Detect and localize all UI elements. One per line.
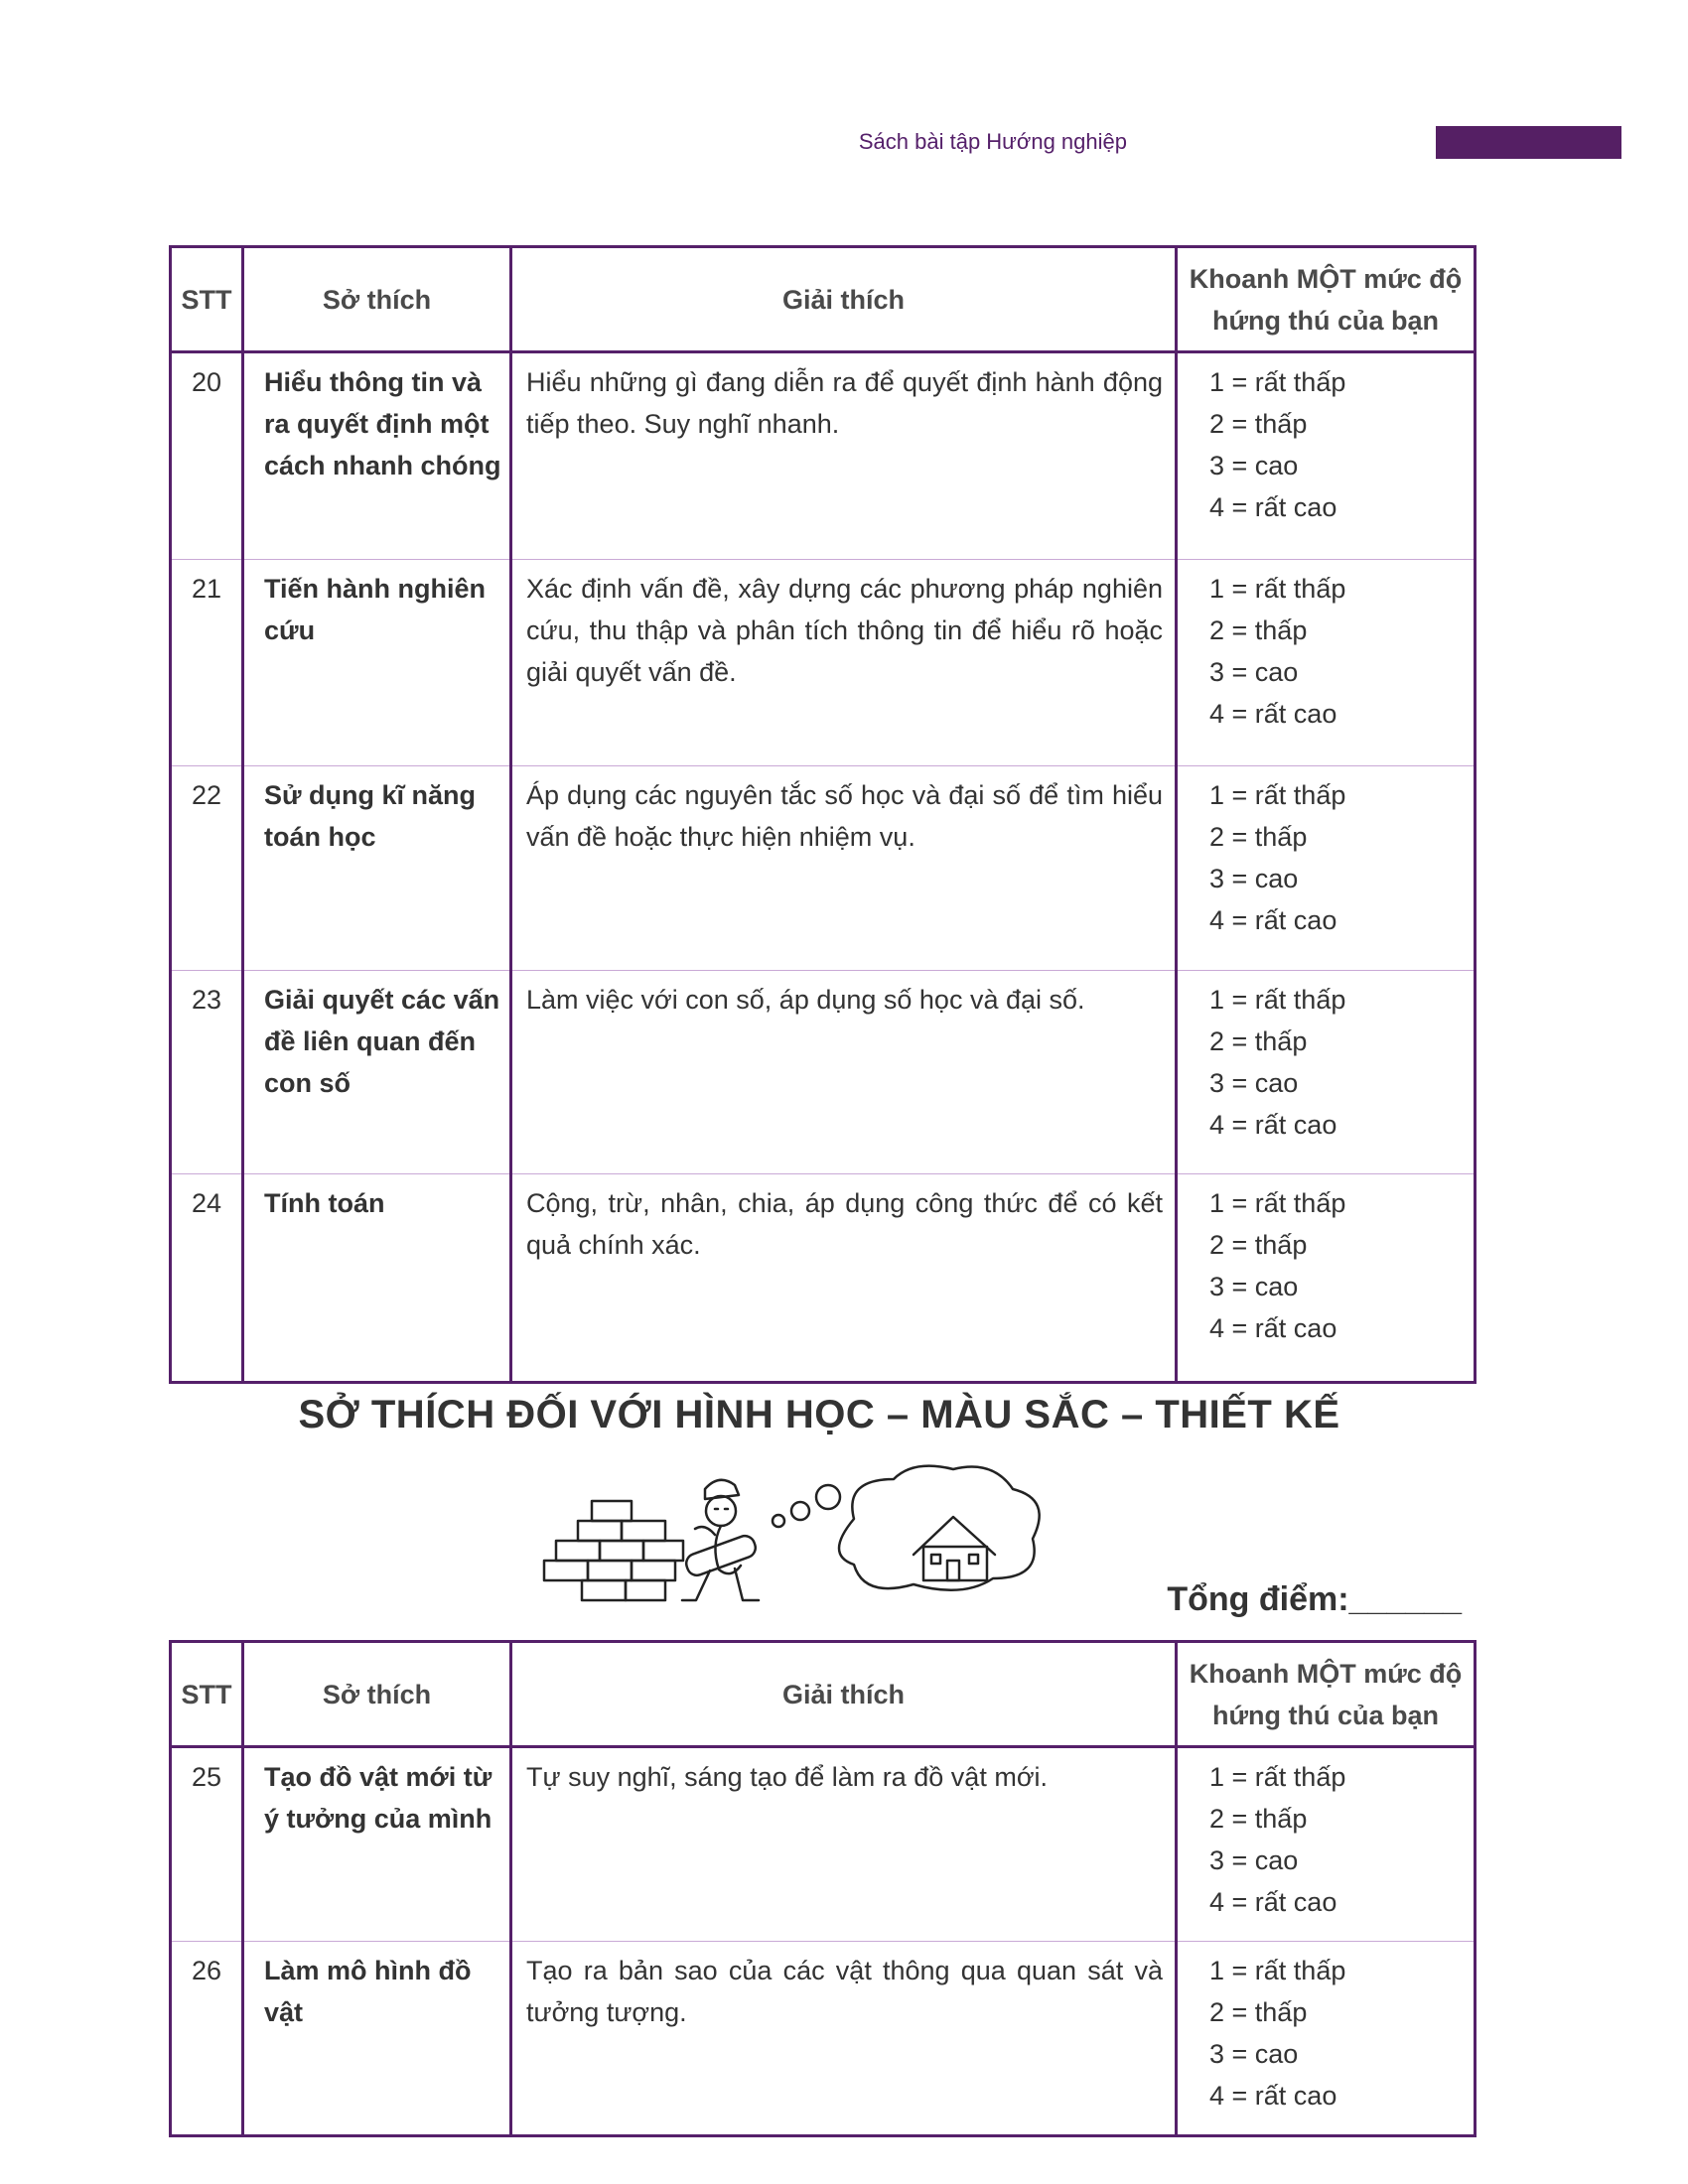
table-header-row	[171, 1642, 1476, 1747]
row-hobby: Sử dụng kĩ năng toán học	[243, 766, 511, 971]
rating-options	[1177, 971, 1476, 1174]
col-rating-line1: Khoanh MỘT mức độ	[1189, 263, 1463, 294]
col-stt: STT	[171, 1642, 243, 1747]
table-row	[171, 1747, 1476, 1942]
rating-option-4[interactable]: 4 = rất cao	[1209, 1313, 1337, 1343]
rating-option-3[interactable]: 3 = cao	[1209, 864, 1299, 893]
row-explain: Cộng, trừ, nhân, chia, áp dụng công thức để có kết quả chính xác.	[511, 1174, 1177, 1383]
col-rating	[1177, 1642, 1476, 1747]
rating-option-2[interactable]: 2 = thấp	[1209, 1230, 1308, 1260]
rating-option-3[interactable]: 3 = cao	[1209, 2039, 1299, 2069]
house-icon	[914, 1517, 995, 1580]
row-stt: 24	[171, 1174, 243, 1383]
col-hobby: Sở thích	[243, 247, 511, 352]
col-explain: Giải thích	[511, 1642, 1177, 1747]
interest-table-1	[169, 245, 1477, 1384]
row-stt: 23	[171, 971, 243, 1174]
rating-option-4[interactable]: 4 = rất cao	[1209, 699, 1337, 729]
row-explain: Làm việc với con số, áp dụng số học và đại số.	[511, 971, 1177, 1174]
thought-bubble-icon	[773, 1466, 1040, 1590]
table-row	[171, 352, 1476, 560]
rating-option-1[interactable]: 1 = rất thấp	[1209, 1762, 1346, 1792]
rating-option-3[interactable]: 3 = cao	[1209, 451, 1299, 480]
section-title: SỞ THÍCH ĐỐI VỚI HÌNH HỌC – MÀU SẮC – THIẾT KẾ	[298, 1393, 1340, 1436]
row-hobby: Tạo đồ vật mới từ ý tưởng của mình	[243, 1747, 511, 1942]
rating-option-3[interactable]: 3 = cao	[1209, 657, 1299, 687]
table-row	[171, 766, 1476, 971]
col-explain: Giải thích	[511, 247, 1177, 352]
row-stt: 25	[171, 1747, 243, 1942]
rating-option-1[interactable]: 1 = rất thấp	[1209, 574, 1346, 604]
rating-option-2[interactable]: 2 = thấp	[1209, 822, 1308, 852]
rating-option-2[interactable]: 2 = thấp	[1209, 1026, 1308, 1056]
rating-option-3[interactable]: 3 = cao	[1209, 1272, 1299, 1301]
worker-icon	[682, 1480, 759, 1600]
row-hobby: Tính toán	[243, 1174, 511, 1383]
col-rating-line2: hứng thú của bạn	[1211, 305, 1440, 336]
rating-option-1[interactable]: 1 = rất thấp	[1209, 367, 1346, 397]
brick-wall-icon	[544, 1501, 683, 1600]
row-explain: Áp dụng các nguyên tắc số học và đại số để tìm hiểu vấn đề hoặc thực hiện nhiệm vụ.	[511, 766, 1177, 971]
row-hobby: Giải quyết các vấn đề liên quan đến con số	[243, 971, 511, 1174]
table-row	[171, 1942, 1476, 2136]
rating-option-1[interactable]: 1 = rất thấp	[1209, 1956, 1346, 1985]
builder-illustration	[536, 1459, 1072, 1618]
rating-option-4[interactable]: 4 = rất cao	[1209, 492, 1337, 522]
row-explain: Tự suy nghĩ, sáng tạo để làm ra đồ vật mới.	[511, 1747, 1177, 1942]
rating-option-4[interactable]: 4 = rất cao	[1209, 2081, 1337, 2111]
rating-option-2[interactable]: 2 = thấp	[1209, 409, 1308, 439]
table-row	[171, 560, 1476, 766]
row-explain: Tạo ra bản sao của các vật thông qua quan sát và tưởng tượng.	[511, 1942, 1177, 2136]
rating-options	[1177, 1747, 1476, 1942]
rating-options	[1177, 352, 1476, 560]
row-stt: 21	[171, 560, 243, 766]
row-hobby: Tiến hành nghiên cứu	[243, 560, 511, 766]
row-stt: 20	[171, 352, 243, 560]
rating-options	[1177, 1174, 1476, 1383]
row-explain: Hiểu những gì đang diễn ra để quyết định hành động tiếp theo. Suy nghĩ nhanh.	[511, 352, 1177, 560]
row-stt: 26	[171, 1942, 243, 2136]
table-row	[171, 971, 1476, 1174]
col-rating-line2: hứng thú của bạn	[1211, 1700, 1440, 1730]
rating-options	[1177, 560, 1476, 766]
rating-option-1[interactable]: 1 = rất thấp	[1209, 1188, 1346, 1218]
rating-option-2[interactable]: 2 = thấp	[1209, 1804, 1308, 1834]
total-score-field[interactable]: Tổng điểm:______	[1167, 1580, 1462, 1618]
rating-option-1[interactable]: 1 = rất thấp	[1209, 780, 1346, 810]
header-accent-bar	[1436, 126, 1621, 159]
rating-options	[1177, 766, 1476, 971]
running-header: Sách bài tập Hướng nghiệp	[858, 129, 1127, 154]
col-rating-line1: Khoanh MỘT mức độ	[1189, 1658, 1463, 1689]
table-header-row	[171, 247, 1476, 352]
interest-table-2	[169, 1640, 1477, 2137]
row-explain: Xác định vấn đề, xây dựng các phương pháp nghiên cứu, thu thập và phân tích thông tin để hiểu rõ hoặc giải quyết vấn đề.	[511, 560, 1177, 766]
row-hobby: Làm mô hình đồ vật	[243, 1942, 511, 2136]
col-hobby: Sở thích	[243, 1642, 511, 1747]
rating-option-2[interactable]: 2 = thấp	[1209, 615, 1308, 645]
col-rating	[1177, 247, 1476, 352]
row-stt: 22	[171, 766, 243, 971]
rating-option-4[interactable]: 4 = rất cao	[1209, 905, 1337, 935]
rating-option-4[interactable]: 4 = rất cao	[1209, 1887, 1337, 1917]
rating-option-4[interactable]: 4 = rất cao	[1209, 1110, 1337, 1140]
rating-options	[1177, 1942, 1476, 2136]
rating-option-3[interactable]: 3 = cao	[1209, 1068, 1299, 1098]
rating-option-3[interactable]: 3 = cao	[1209, 1845, 1299, 1875]
rating-option-2[interactable]: 2 = thấp	[1209, 1997, 1308, 2027]
table-row	[171, 1174, 1476, 1383]
col-stt: STT	[171, 247, 243, 352]
rating-option-1[interactable]: 1 = rất thấp	[1209, 985, 1346, 1015]
row-hobby: Hiểu thông tin và ra quyết định một cách nhanh chóng	[243, 352, 511, 560]
